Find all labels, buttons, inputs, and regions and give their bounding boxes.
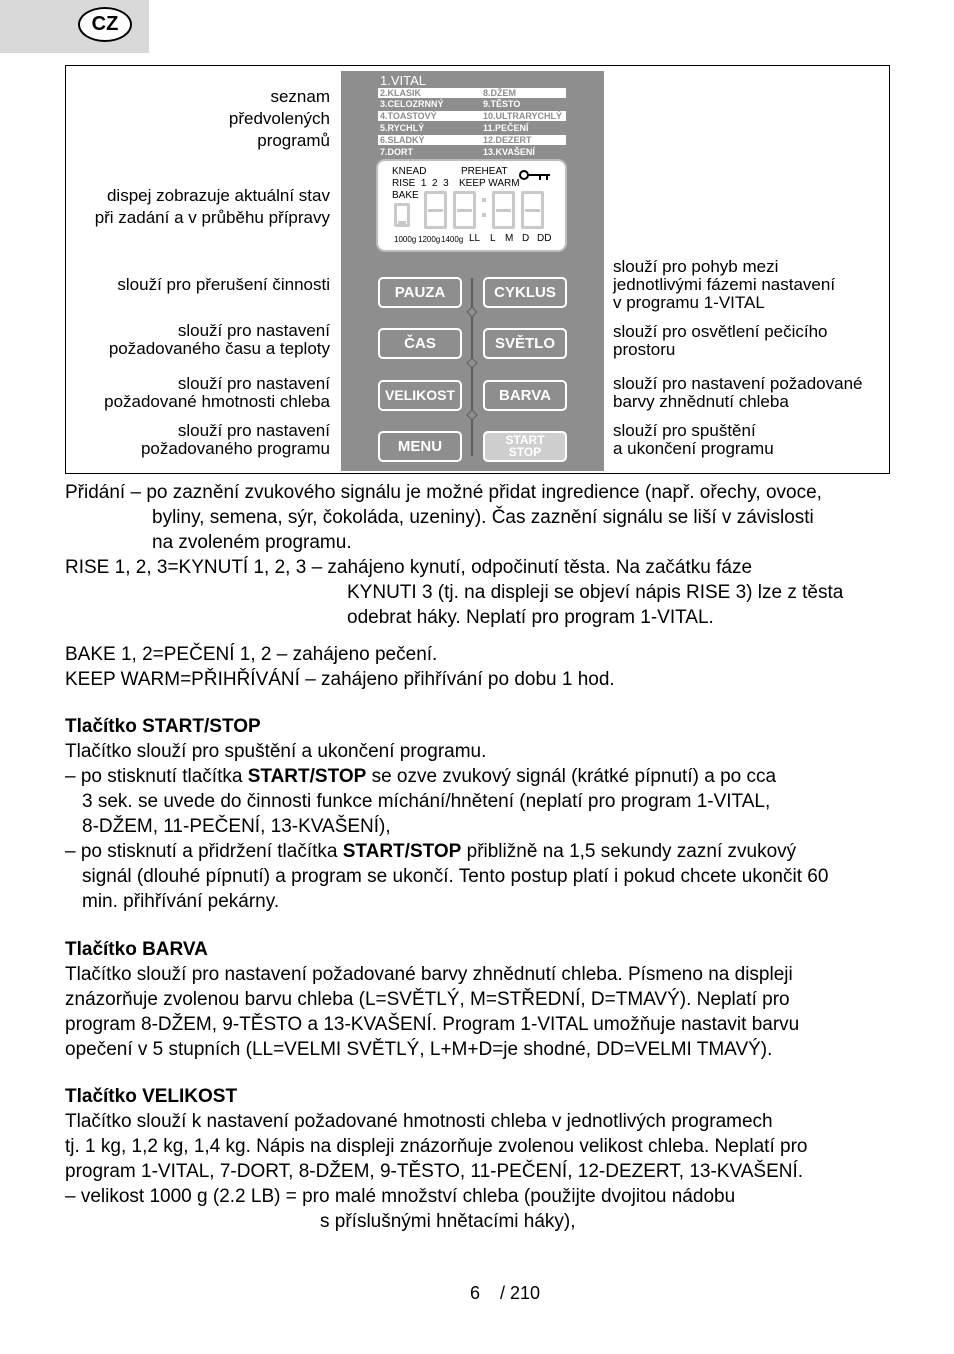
lcd-weight: 1200g	[418, 235, 441, 244]
lcd-keep-warm: KEEP WARM	[459, 178, 520, 189]
program-row: 3.CELOZRNNÝ 9.TĚSTO	[380, 99, 521, 109]
svetlo-button[interactable]: SVĚTLO	[483, 328, 567, 359]
button-separator	[466, 306, 477, 317]
pridani-paragraph: Přidání – po zaznění zvukového signálu je možné přidat ingredience (např. ořechy, ovoce, byliny, semena, sýr, čokoláda, uzeniny). Čas zaznění signálu se liší v závislosti na zvoleném programu.	[65, 482, 822, 553]
lcd-rise: RISE 1 2 3	[392, 178, 449, 189]
page-total: / 210	[500, 1283, 541, 1303]
label-svetlo: slouží pro osvětlení pečicího prostoru	[613, 322, 828, 359]
lcd-knead: KNEAD	[392, 166, 427, 177]
lcd-digit	[521, 191, 544, 229]
lcd-crust: M	[505, 233, 514, 244]
label-start: slouží pro spuštění a ukončení programu	[613, 421, 774, 458]
program-row: 2.KLASIK 8.DŽEM	[378, 88, 566, 98]
velikost-heading: Tlačítko VELIKOST	[65, 1086, 238, 1107]
lcd-digit	[424, 191, 447, 229]
pauza-button[interactable]: PAUZA	[378, 277, 462, 308]
key-icon	[518, 169, 552, 181]
button-separator	[466, 409, 477, 420]
label-program-list: seznam předvolených programů	[228, 87, 330, 150]
start-stop-button[interactable]	[483, 431, 567, 462]
start-stop-section: Tlačítko START/STOP Tlačítko slouží pro spuštění a ukončení programu. – po stisknutí tlačítka START/STOP se ozve zvukový signál (krátké pípnutí) a po cca 3 sek. se uvede do činnosti funkce míchání/hnětení (neplatí pro program 1-VITAL, 8-DŽEM, 11-PEČENÍ, 13-KVAŠENÍ), – po stisknutí a přidržení tlačítka START/STOP přibližně na 1,5 sekundy zazní zvukový signál (dlouhé pípnutí) a program se ukončí. Tento postup platí i pokud chcete ukončit 60 min. přihřívání pekárny.	[65, 714, 895, 914]
menu-button[interactable]: MENU	[378, 431, 462, 462]
language-tab	[0, 0, 149, 53]
lcd-crust: L	[490, 233, 496, 244]
barva-section: Tlačítko BARVA Tlačítko slouží pro nastavení požadované barvy zhnědnutí chleba. Písmeno na displeji znázorňuje zvolenou barvu chleba (L=SVĚTLÝ, M=STŘEDNÍ, D=TMAVÝ). Neplatí pro program 8-DŽEM, 9-TĚSTO a 13-KVAŠENÍ. Program 1-VITAL umožňuje nastavit barvu opečení v 5 stupních (LL=VELMI SVĚTLÝ, L+M+D=je shodné, DD=VELMI TMAVÝ).	[65, 937, 895, 1062]
rise-paragraph: RISE 1, 2, 3=KYNUTÍ 1, 2, 3 – zahájeno kynutí, odpočinutí těsta. Na začátku fáze KYNUTI 3 (tj. na displeji se objeví nápis RISE 3) lze z těsta odebrat háky. Neplatí pro program 1-VITAL.	[65, 557, 844, 628]
lcd-crust: LL	[469, 233, 481, 244]
lcd-bake: BAKE	[392, 190, 419, 201]
button-separator	[466, 357, 477, 368]
lcd-display	[376, 159, 567, 252]
label-menu: slouží pro nastavení požadovaného programu	[140, 421, 330, 458]
start-stop-heading: Tlačítko START/STOP	[65, 716, 261, 737]
language-badge: CZ	[78, 7, 132, 42]
control-panel-figure	[65, 65, 890, 474]
lcd-weight: 1400g	[441, 235, 464, 244]
page-number: 6	[470, 1283, 481, 1303]
lcd-colon	[482, 198, 486, 202]
label-velikost: slouží pro nastavení požadované hmotnosti chleba	[104, 374, 330, 411]
lcd-weight: 1000g	[394, 235, 417, 244]
lcd-digit	[492, 191, 515, 229]
stop-label: STOP	[508, 445, 542, 459]
label-cyklus: slouží pro pohyb mezi jednotlivými fázemi nastavení v programu 1-VITAL	[613, 257, 836, 312]
program-row: 4.TOASTOVÝ 10.ULTRARYCHLÝ	[378, 111, 566, 121]
lcd-crust: D	[522, 233, 530, 244]
velikost-button[interactable]: VELIKOST	[378, 380, 462, 411]
label-display: dispej zobrazuje aktuální stav při zadání a v průběhu přípravy	[94, 186, 330, 227]
lcd-crust: DD	[537, 233, 552, 244]
cyklus-button[interactable]: CYKLUS	[483, 277, 567, 308]
program-row: 5.RYCHLÝ 11.PEČENÍ	[380, 123, 529, 133]
velikost-section: Tlačítko VELIKOST Tlačítko slouží k nastavení požadované hmotnosti chleba v jednotlivých programech tj. 1 kg, 1,2 kg, 1,4 kg. Nápis na displeji znázorňuje zvolenou velikost chleba. Neplatí pro program 1-VITAL, 7-DORT, 8-DŽEM, 9-TĚSTO, 11-PEČENÍ, 12-DEZERT, 13-KVAŠENÍ. – velikost 1000 g (2.2 LB) = pro malé množství chleba (použijte dvojitou nádobu s příslušnými hnětacími háky),	[65, 1084, 895, 1234]
program-row: 7.DORT 13.KVAŠENÍ	[380, 147, 535, 157]
lcd-colon	[482, 213, 486, 217]
bake-paragraph: BAKE 1, 2=PEČENÍ 1, 2 – zahájeno pečení. KEEP WARM=PŘIHŘÍVÁNÍ – zahájeno přihřívání po dobu 1 hod.	[65, 644, 615, 690]
bread-maker-panel	[341, 71, 604, 471]
label-pauza: slouží pro přerušení činnosti	[117, 275, 330, 294]
program-list-title: 1.VITAL	[380, 73, 427, 88]
lcd-digit	[394, 203, 410, 227]
cas-button[interactable]: ČAS	[378, 328, 462, 359]
barva-heading: Tlačítko BARVA	[65, 939, 208, 960]
lcd-digit	[453, 191, 476, 229]
lcd-preheat: PREHEAT	[461, 166, 508, 177]
start-label: START	[505, 433, 545, 447]
label-cas: slouží pro nastavení požadovaného času a teploty	[108, 321, 330, 358]
barva-button[interactable]: BARVA	[483, 380, 567, 411]
label-barva: slouží pro nastavení požadované barvy zhnědnutí chleba	[613, 374, 863, 411]
program-row: 6.SLADKÝ 12.DEZERT	[378, 135, 566, 145]
